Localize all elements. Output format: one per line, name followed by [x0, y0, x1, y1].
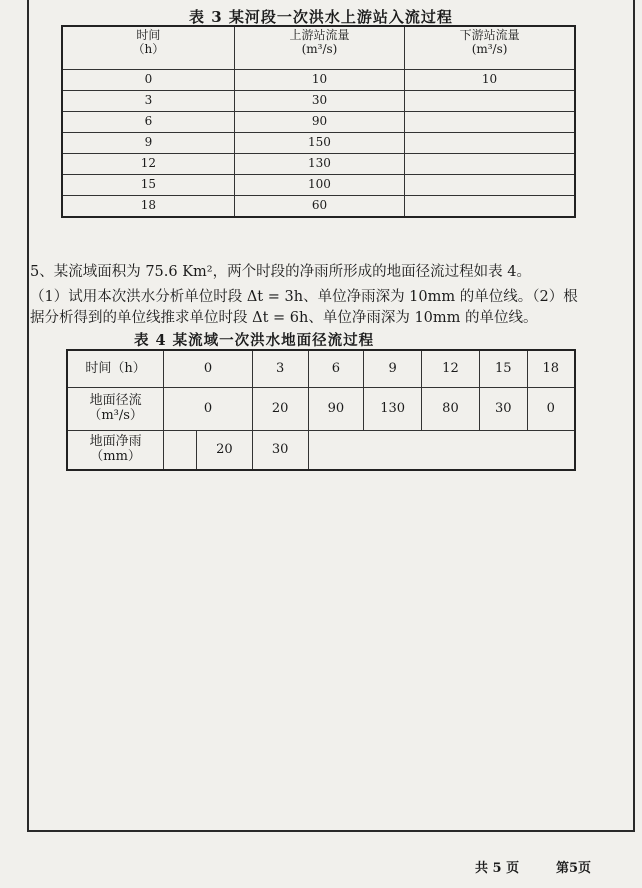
- cell-runoff: 80: [422, 388, 480, 431]
- cell-time: 3: [252, 350, 308, 388]
- cell-runoff: 130: [364, 388, 422, 431]
- header-downstream-label: 下游站流量: [459, 28, 520, 42]
- cell-upstream: 60: [234, 196, 404, 218]
- table-row: [62, 154, 575, 175]
- table4: [66, 349, 576, 471]
- problem5-line2: （1）试用本次洪水分析单位时段 Δt = 3h、单位净雨深为 10mm 的单位线。（2）根: [30, 289, 578, 305]
- cell-time: 12: [62, 154, 234, 175]
- rain-label-unit: （mm）: [90, 449, 141, 464]
- header-upstream-label: 上游站流量: [289, 28, 350, 42]
- cell-downstream: [405, 112, 575, 133]
- cell-rain: 30: [252, 431, 308, 471]
- cell-downstream: [405, 154, 575, 175]
- cell-rain: 20: [197, 431, 253, 471]
- time-label: 时间（h）: [67, 350, 164, 388]
- cell-downstream: [405, 196, 575, 218]
- cell-upstream: 130: [234, 154, 404, 175]
- table4-rain-row: [67, 431, 575, 471]
- cell-upstream: 30: [234, 91, 404, 112]
- table-row: [62, 112, 575, 133]
- footer-page-number: 第5页: [556, 861, 592, 876]
- table3-caption: 表 3 某河段一次洪水上游站入流过程: [189, 8, 453, 26]
- cell-time: 6: [62, 112, 234, 133]
- header-downstream-unit: (m³/s): [471, 41, 508, 56]
- table-row: [62, 175, 575, 196]
- table-row: [62, 70, 575, 91]
- header-upstream-unit: (m³/s): [301, 41, 338, 56]
- table3-header-row: [62, 26, 575, 70]
- rain-label: [67, 431, 164, 471]
- table-row: [62, 133, 575, 154]
- cell-runoff: 0: [164, 388, 253, 431]
- problem5-line3: 据分析得到的单位线推求单位时段 Δt = 6h、单位净雨深为 10mm 的单位线。: [30, 310, 538, 326]
- table3-header-downstream: [405, 26, 575, 70]
- cell-downstream: [405, 133, 575, 154]
- table4-time-row: [67, 350, 575, 388]
- cell-runoff: 90: [308, 388, 364, 431]
- table-row: [62, 196, 575, 218]
- cell-time: 3: [62, 91, 234, 112]
- runoff-label-unit: （m³/s）: [88, 408, 143, 423]
- cell-upstream: 10: [234, 70, 404, 91]
- cell-time: 15: [479, 350, 527, 388]
- table-row: [62, 91, 575, 112]
- runoff-label: [67, 388, 164, 431]
- cell-runoff: 20: [252, 388, 308, 431]
- cell-time: 6: [308, 350, 364, 388]
- cell-time: 0: [62, 70, 234, 91]
- cell-time: 18: [62, 196, 234, 218]
- cell-time: 9: [62, 133, 234, 154]
- cell-upstream: 150: [234, 133, 404, 154]
- header-time-label: 时间: [136, 28, 161, 42]
- cell-time: 0: [164, 350, 253, 388]
- table4-runoff-row: [67, 388, 575, 431]
- cell-runoff: 30: [479, 388, 527, 431]
- header-time-unit: （h）: [132, 41, 165, 56]
- cell-upstream: 100: [234, 175, 404, 196]
- cell-time: 12: [422, 350, 480, 388]
- table4-caption: 表 4 某流域一次洪水地面径流过程: [134, 332, 375, 349]
- cell-time: 15: [62, 175, 234, 196]
- cell-downstream: [405, 91, 575, 112]
- table3: [61, 25, 576, 218]
- rain-label-name: 地面净雨: [89, 434, 142, 450]
- cell-time: 9: [364, 350, 422, 388]
- runoff-label-name: 地面径流: [89, 393, 142, 409]
- cell-downstream: [405, 175, 575, 196]
- footer-total-pages: 共 5 页: [475, 861, 520, 876]
- table3-header-time: [62, 26, 234, 70]
- cell-upstream: 90: [234, 112, 404, 133]
- cell-time: 18: [527, 350, 575, 388]
- cell-downstream: 10: [405, 70, 575, 91]
- cell-rain-blank: [308, 431, 575, 471]
- problem5-line1: 5、某流域面积为 75.6 Km²，两个时段的净雨所形成的地面径流过程如表 4。: [30, 264, 531, 280]
- cell-runoff: 0: [527, 388, 575, 431]
- table3-header-upstream: [234, 26, 404, 70]
- cell-rain-empty: [164, 431, 197, 471]
